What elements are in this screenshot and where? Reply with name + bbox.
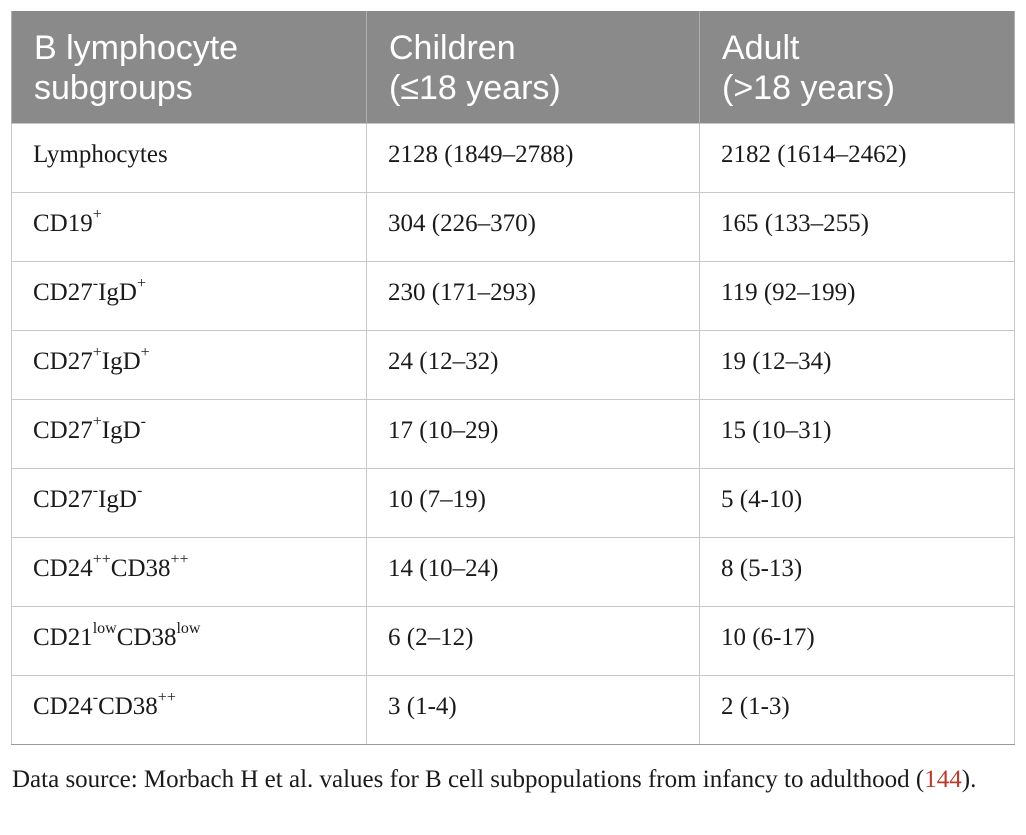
- cell-adult-value: 19 (12–34): [700, 331, 1015, 400]
- cell-subgroup: [12, 538, 367, 607]
- subgroup-superscript: ++: [92, 550, 111, 568]
- subgroup-marker: IgD: [101, 348, 141, 375]
- subgroup-superscript: -: [92, 274, 99, 292]
- table-row: [12, 676, 1015, 745]
- table-row: [12, 262, 1015, 331]
- cell-adult-value: 2182 (1614–2462): [700, 124, 1015, 193]
- table-header: [12, 11, 1015, 124]
- subgroup-marker: CD21: [33, 624, 93, 651]
- cell-subgroup: [12, 331, 367, 400]
- cell-adult-value: 8 (5-13): [700, 538, 1015, 607]
- subgroup-marker: CD38: [98, 693, 158, 720]
- cell-children-value: 3 (1-4): [367, 676, 700, 745]
- cell-adult-value: 15 (10–31): [700, 400, 1015, 469]
- header-subgroups: [12, 11, 367, 124]
- subgroup-superscript: ++: [170, 550, 189, 568]
- table-row: [12, 469, 1015, 538]
- subgroup-marker: CD27: [33, 417, 93, 444]
- table-row: [12, 124, 1015, 193]
- header-adult-line2: (>18 years): [722, 69, 895, 107]
- cell-children-value: 230 (171–293): [367, 262, 700, 331]
- header-row: [12, 11, 1015, 124]
- subgroup-superscript: +: [92, 205, 102, 223]
- cell-adult-value: 10 (6-17): [700, 607, 1015, 676]
- footnote-text: Data source: Morbach H et al. values for B cell subpopulations from infancy to adulthood (: [12, 766, 925, 793]
- table-body: [12, 124, 1015, 745]
- cell-subgroup: [12, 469, 367, 538]
- cell-children-value: 17 (10–29): [367, 400, 700, 469]
- subgroup-marker: Lymphocytes: [33, 141, 168, 168]
- cell-subgroup: [12, 607, 367, 676]
- subgroup-marker: CD38: [110, 555, 171, 582]
- subgroup-marker: IgD: [98, 279, 137, 306]
- table-row: [12, 538, 1015, 607]
- subgroup-superscript: -: [136, 481, 143, 499]
- subgroup-marker: CD19: [33, 210, 93, 237]
- cell-subgroup: [12, 400, 367, 469]
- subgroup-marker: CD24: [33, 555, 93, 582]
- cell-adult-value: 5 (4-10): [700, 469, 1015, 538]
- subgroup-superscript: -: [92, 688, 99, 706]
- subgroup-superscript: ++: [157, 688, 176, 706]
- cell-adult-value: 165 (133–255): [700, 193, 1015, 262]
- subgroup-marker: CD27: [33, 486, 93, 513]
- table-row: [12, 400, 1015, 469]
- cell-children-value: 24 (12–32): [367, 331, 700, 400]
- header-children: [367, 11, 700, 124]
- data-table-container: [11, 11, 1014, 745]
- table-row: [12, 193, 1015, 262]
- cell-adult-value: 2 (1-3): [700, 676, 1015, 745]
- b-lymphocyte-table: [11, 11, 1015, 745]
- cell-adult-value: 119 (92–199): [700, 262, 1015, 331]
- subgroup-superscript: +: [136, 274, 146, 292]
- cell-subgroup: [12, 124, 367, 193]
- subgroup-marker: CD27: [33, 348, 93, 375]
- cell-children-value: 14 (10–24): [367, 538, 700, 607]
- subgroup-superscript: low: [92, 619, 117, 637]
- header-adult-line1: Adult: [722, 29, 800, 67]
- subgroup-marker: CD27: [33, 279, 93, 306]
- subgroup-marker: CD24: [33, 693, 93, 720]
- subgroup-superscript: +: [92, 412, 102, 430]
- footnote-reference-link[interactable]: 144: [924, 766, 962, 793]
- subgroup-superscript: +: [92, 343, 102, 361]
- cell-subgroup: [12, 193, 367, 262]
- cell-subgroup: [12, 262, 367, 331]
- cell-children-value: 6 (2–12): [367, 607, 700, 676]
- cell-children-value: 2128 (1849–2788): [367, 124, 700, 193]
- header-subgroups-line2: subgroups: [34, 69, 193, 107]
- header-children-line1: Children: [389, 29, 516, 67]
- table-row: [12, 331, 1015, 400]
- table-row: [12, 607, 1015, 676]
- header-subgroups-line1: B lymphocyte: [34, 29, 239, 67]
- subgroup-superscript: -: [140, 412, 146, 430]
- subgroup-marker: CD38: [116, 624, 177, 651]
- subgroup-superscript: -: [92, 481, 99, 499]
- cell-subgroup: [12, 676, 367, 745]
- subgroup-superscript: low: [176, 619, 201, 637]
- subgroup-marker: IgD: [98, 486, 137, 513]
- footnote-text-end: ).: [961, 766, 977, 793]
- table-footnote: [12, 762, 1014, 797]
- header-adult: [700, 11, 1015, 124]
- header-children-line2: (≤18 years): [389, 69, 561, 107]
- subgroup-marker: IgD: [101, 417, 141, 444]
- cell-children-value: 10 (7–19): [367, 469, 700, 538]
- cell-children-value: 304 (226–370): [367, 193, 700, 262]
- subgroup-superscript: +: [140, 343, 150, 361]
